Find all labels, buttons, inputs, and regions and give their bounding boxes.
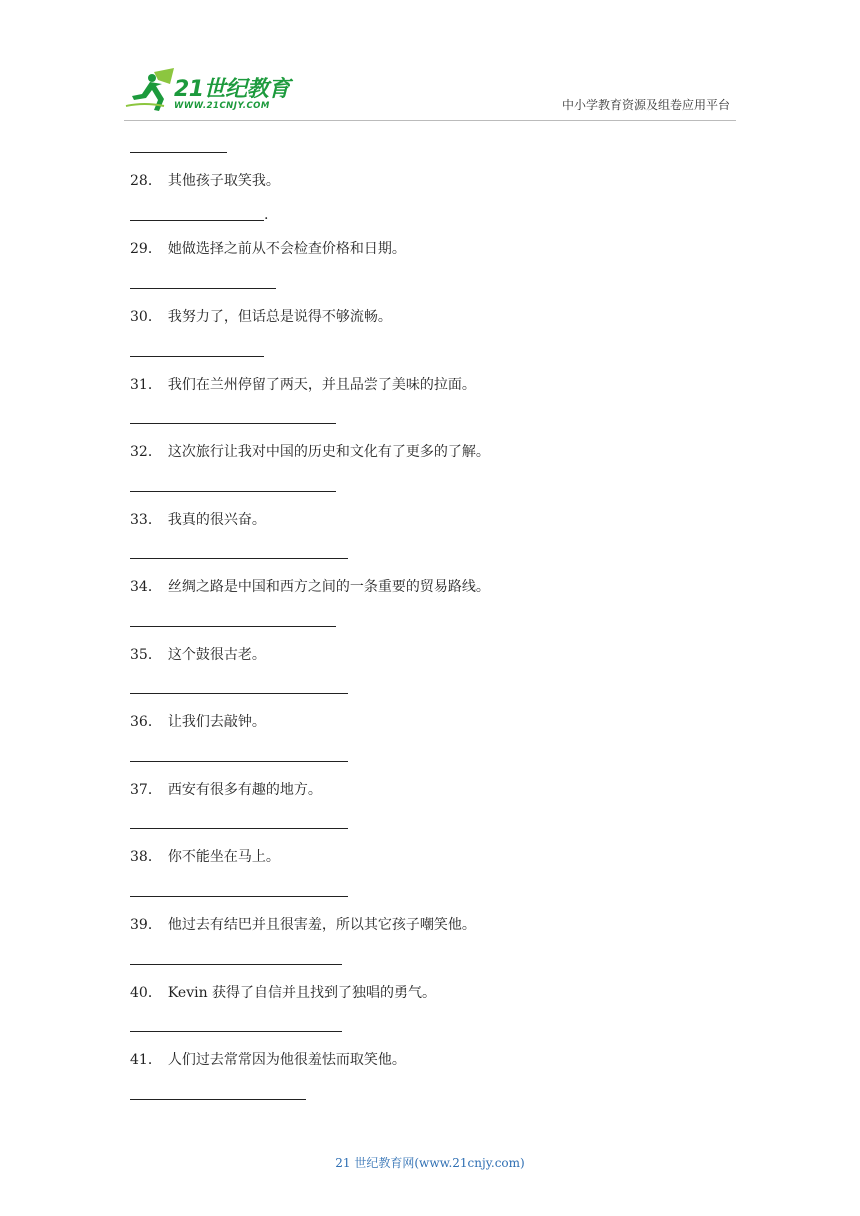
answer-line[interactable]: [130, 491, 336, 492]
answer-line[interactable]: [130, 152, 227, 153]
question-28: 28． 其他孩子取笑我。: [130, 173, 280, 189]
logo-text: 21世纪教育: [174, 77, 290, 102]
site-logo: [124, 66, 294, 116]
question-40: 40． Kevin 获得了自信并且找到了独唱的勇气。: [130, 985, 437, 1001]
question-35: 35． 这个鼓很古老。: [130, 647, 266, 663]
answer-line[interactable]: [130, 1099, 306, 1100]
logo-url: WWW.21CNJY.COM: [174, 101, 270, 111]
answer-line[interactable]: [130, 828, 348, 829]
question-37: 37． 西安有很多有趣的地方。: [130, 782, 322, 798]
page-header: [0, 0, 860, 130]
answer-line[interactable]: [130, 288, 276, 289]
platform-title: 中小学教育资源及组卷应用平台: [561, 98, 730, 112]
question-29: 29． 她做选择之前从不会检查价格和日期。: [130, 241, 406, 257]
answer-line[interactable]: [130, 761, 348, 762]
header-divider: [124, 120, 736, 121]
question-33: 33． 我真的很兴奋。: [130, 512, 266, 528]
question-31: 31． 我们在兰州停留了两天，并且品尝了美味的拉面。: [130, 377, 476, 393]
page-footer: 21 世纪教育网(www.21cnjy.com): [335, 1156, 525, 1170]
runner-logo-icon: [124, 66, 180, 114]
answer-line[interactable]: [130, 1031, 342, 1032]
question-39: 39． 他过去有结巴并且很害羞，所以其它孩子嘲笑他。: [130, 917, 476, 933]
answer-line[interactable]: [130, 896, 348, 897]
answer-line[interactable]: [130, 964, 342, 965]
question-36: 36． 让我们去敲钟。: [130, 714, 266, 730]
answer-line[interactable]: [130, 558, 348, 559]
answer-period: .: [264, 207, 269, 223]
answer-line[interactable]: [130, 423, 336, 424]
question-38: 38． 你不能坐在马上。: [130, 849, 280, 865]
answer-line[interactable]: [130, 693, 348, 694]
question-32: 32． 这次旅行让我对中国的历史和文化有了更多的了解。: [130, 444, 490, 460]
question-41: 41． 人们过去常常因为他很羞怯而取笑他。: [130, 1052, 406, 1068]
answer-line[interactable]: [130, 356, 264, 357]
question-30: 30． 我努力了，但话总是说得不够流畅。: [130, 309, 392, 325]
question-34: 34． 丝绸之路是中国和西方之间的一条重要的贸易路线。: [130, 579, 490, 595]
answer-line[interactable]: [130, 626, 336, 627]
answer-line[interactable]: [130, 220, 264, 221]
